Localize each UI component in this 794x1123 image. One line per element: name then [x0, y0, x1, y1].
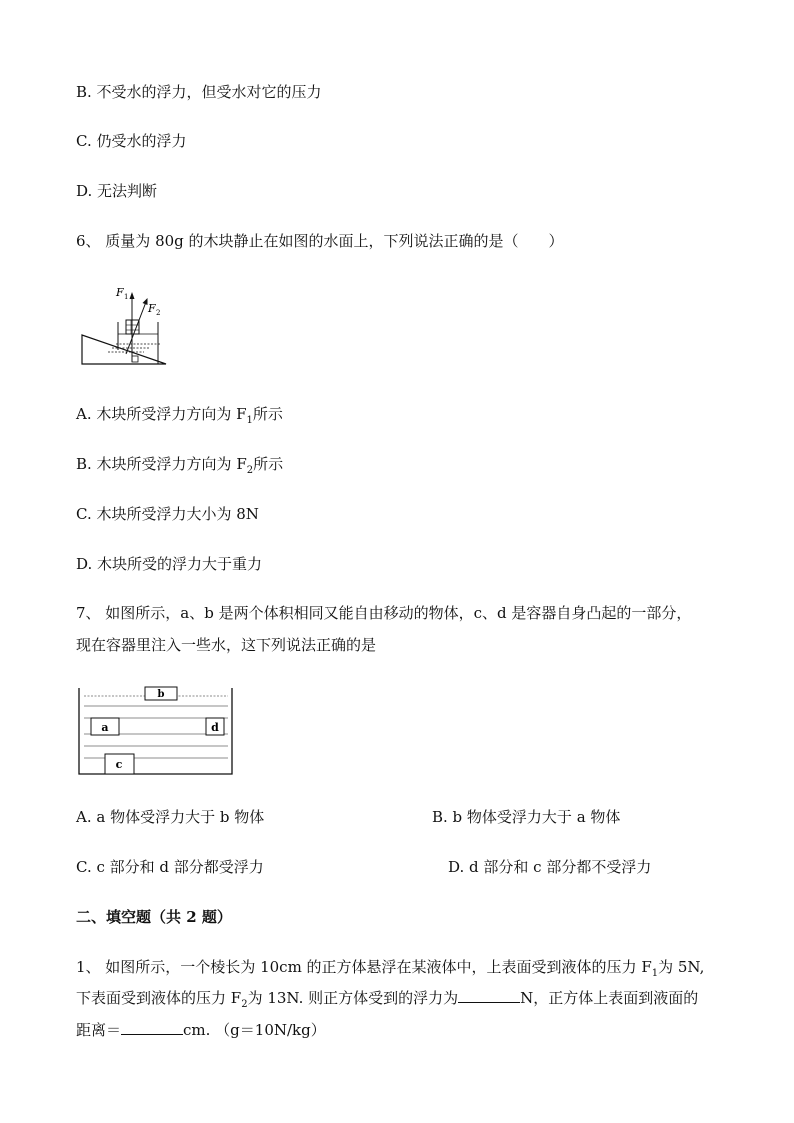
fill1-line1: 1、 如图所示，一个棱长为 10cm 的正方体悬浮在某液体中，上表面受到液体的压力 $F_1$为 5N,: [76, 958, 705, 979]
fill1-line2: 下表面受到液体的压力 $F_2$为 13N. 则正方体受到的浮力为 N，正方体上表面到液面的: [76, 989, 699, 1010]
q5-option-b: B. 不受水的浮力，但受水对它的压力: [76, 83, 322, 101]
q6-option-b: B. 木块所受浮力方向为 $F_2$所示: [76, 455, 284, 476]
block-b-label: b: [157, 689, 165, 700]
q6-option-a: A. 木块所受浮力方向为 $F_1$所示: [76, 405, 283, 426]
q7-option-a: A. a 物体受浮力大于 b 物体: [76, 808, 265, 826]
q5-option-c: C. 仍受水的浮力: [76, 132, 187, 150]
q5-option-d: D. 无法判断: [76, 182, 158, 200]
q7-stem-line2: 现在容器里注入一些水，这下列说法正确的是: [76, 636, 377, 654]
section-title-fill-in: 二、填空题（共 2 题）: [76, 908, 232, 926]
answer-blank-buoyancy[interactable]: [458, 988, 520, 1003]
q7-figure-container: [76, 684, 236, 778]
part-d-label: d: [211, 721, 219, 734]
f2-label: F: [148, 302, 156, 315]
q7-option-b: B. b 物体受浮力大于 a 物体: [432, 808, 621, 826]
part-c-label: c: [115, 758, 123, 771]
block-a-label: a: [101, 721, 109, 734]
f2-subscript: 2: [156, 309, 161, 317]
q6-figure-incline-block: [78, 282, 170, 370]
q7-option-c: C. c 部分和 d 部分都受浮力: [76, 858, 264, 876]
f1-subscript: 1: [124, 293, 129, 301]
q7-stem-line1: 7、 如图所示，a、b 是两个体积相同又能自由移动的物体，c、d 是容器自身凸起的一部分，: [76, 604, 692, 622]
fill1-line3: 距离＝ cm. （g＝10N/kg）: [76, 1021, 326, 1039]
q6-option-c: C. 木块所受浮力大小为 8N: [76, 505, 259, 523]
answer-blank-distance[interactable]: [121, 1020, 183, 1035]
f1-label: F: [116, 286, 124, 299]
q6-option-d: D. 木块所受的浮力大于重力: [76, 555, 263, 573]
q6-stem: 6、 质量为 80g 的木块静止在如图的水面上，下列说法正确的是（ ）: [76, 232, 564, 250]
q7-option-d: D. d 部分和 c 部分都不受浮力: [448, 858, 652, 876]
